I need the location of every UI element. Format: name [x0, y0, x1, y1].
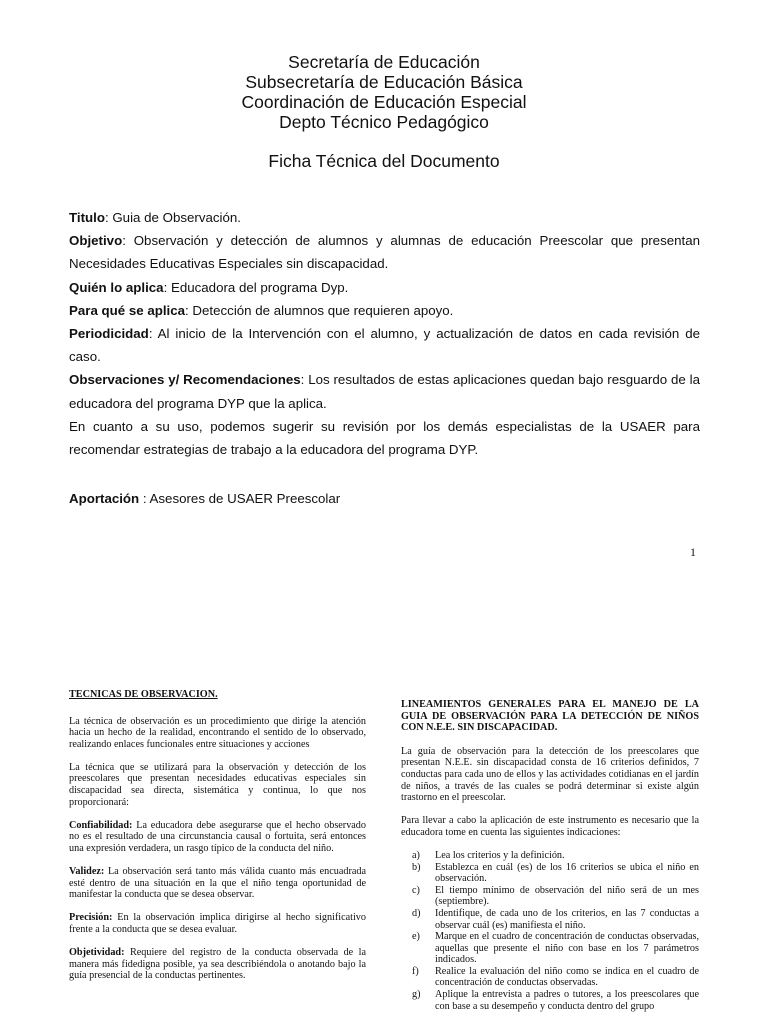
observaciones-value: : Los resultados de estas aplicaciones quedan bajo resguardo de la educadora del programa DYP que la aplica. — [69, 372, 700, 411]
list-item-text: El tiempo mínimo de observación del niño será de un mes (septiembre). — [435, 884, 699, 908]
precision-label: Precisión: — [69, 912, 113, 924]
list-item-letter: b) — [412, 861, 421, 873]
periodicidad-label: Periodicidad — [69, 326, 149, 342]
objetivo-label: Objetivo — [69, 233, 123, 249]
observaciones-label: Observaciones y/ Recomendaciones — [69, 372, 301, 388]
list-item — [412, 908, 699, 931]
observaciones-row — [69, 368, 700, 414]
right-heading: LINEAMIENTOS GENERALES PARA EL MANEJO DE LA GUIA DE OBSERVACIÓN PARA LA DETECCIÓN DE NIÑOS CON N.E.E. SIN DISCAPACIDAD. — [401, 699, 699, 734]
quien-value: : Educadora del programa Dyp. — [163, 279, 349, 295]
list-item-text: Realice la evaluación del niño como se indica en el cuadro de concentración de conductas observadas. — [435, 965, 699, 989]
document-title: Ficha Técnica del Documento — [268, 151, 500, 171]
confiabilidad-text: La educadora debe asegurarse que el hecho observado no es el resultado de una circunstancia causal o fortuita, será entonces una expresión verdadera, un rasgo típico de la conducta del niño. — [69, 819, 366, 854]
list-item — [412, 989, 699, 1012]
periodicidad-row — [69, 322, 700, 368]
confiabilidad-paragraph — [69, 820, 366, 855]
validez-label: Validez: — [69, 866, 105, 878]
paraque-label: Para qué se aplica — [69, 302, 186, 318]
list-item — [412, 931, 699, 966]
list-item-text: Aplique la entrevista a padres o tutores, a los preescolares que con base a su desempeño y conducta dentro del grupo — [435, 989, 699, 1012]
indicaciones-list — [401, 850, 699, 1012]
list-item-text: Establezca en cuál (es) de los 16 criterios se ubica el niño en observación. — [435, 861, 699, 885]
titulo-label: Titulo — [69, 210, 105, 225]
right-paragraph-2: Para llevar a cabo la aplicación de este instrumento es necesario que la educadora tome en cuenta las siguientes indicaciones: — [401, 815, 699, 838]
uso-paragraph: En cuanto a su uso, podemos sugerir su revisión por los demás especialistas de la USAER para recomendar estrategias de trabajo a la educadora del programa DYP. — [69, 418, 700, 458]
objetividad-paragraph — [69, 947, 366, 982]
periodicidad-value: : Al inicio de la Intervención con el alumno, y actualización de datos en cada revisión de caso. — [69, 326, 700, 365]
left-paragraph-1: La técnica de observación es un procedimiento que dirige la atención hacia un hecho de la realidad, encontrando el sentido de lo observado, realizando enlaces funcionales entre situaciones y acciones — [69, 715, 366, 750]
right-column — [401, 699, 699, 1012]
quien-label: Quién lo aplica — [69, 279, 164, 295]
right-paragraph-1: La guía de observación para la detección de los preescolares que presentan N.E.E. sin discapacidad consta de 16 criterios definidos, 7 conductas para cada uno de ellos y las actividades cotidianas en el jardín de niños, a través de las cuales se podrá determinar si existe algún trastorno en el preescolar. — [401, 745, 699, 804]
list-item-letter: e) — [412, 931, 420, 943]
list-item-text: Marque en el cuadro de concentración de conductas observadas, aquellas que presente el niño con base en los 7 parámetros indicados. — [435, 931, 699, 966]
titulo-value: : Guia de Observación. — [104, 210, 241, 225]
list-item-letter: a) — [412, 849, 420, 861]
titulo-row — [69, 206, 700, 229]
aportacion-row — [69, 487, 700, 510]
list-item — [412, 966, 699, 989]
metadata-block — [69, 206, 700, 461]
objetivo-row — [69, 229, 700, 275]
header-line-4: Depto Técnico Pedagógico — [279, 112, 489, 132]
objetividad-text: Requiere del registro de la conducta observada de la manera más fidedigna posible, ya sea describiéndola o anotando bajo la guía presencial de la conductas pertinentes. — [69, 947, 366, 982]
precision-paragraph — [69, 912, 366, 935]
validez-paragraph — [69, 866, 366, 901]
list-item — [412, 850, 699, 862]
confiabilidad-label: Confiabilidad: — [69, 819, 133, 831]
left-paragraph-2: La técnica que se utilizará para la observación y detección de los preescolares que presentan necesidades educativas especiales sin discapacidad sea directa, sistemática y continua, lo que nos proporcionará: — [69, 761, 366, 808]
list-item — [412, 862, 699, 885]
header-line-1: Secretaría de Educación — [288, 52, 480, 72]
objetividad-label: Objetividad: — [69, 947, 125, 958]
list-item-text: Lea los criterios y la definición. — [435, 849, 565, 861]
left-heading: TECNICAS DE OBSERVACION. — [69, 689, 218, 700]
quien-row — [69, 276, 700, 299]
header-line-3: Coordinación de Educación Especial — [241, 92, 527, 112]
paraque-value: : Detección de alumnos que requieren apoyo. — [185, 302, 454, 318]
list-item — [412, 885, 699, 908]
document-header — [0, 52, 768, 132]
header-line-2: Subsecretaría de Educación Básica — [245, 72, 523, 92]
paraque-row — [69, 299, 700, 322]
list-item-letter: d) — [412, 907, 421, 919]
left-column — [69, 689, 366, 993]
objetivo-value: : Observación y detección de alumnos y alumnas de educación Preescolar que presentan Necesidades Educativas Especiales sin discapacidad. — [69, 233, 700, 272]
list-item-text: Identifique, de cada uno de los criterios, en las 7 conductas a observar cuál (es) manifiesta el niño. — [435, 907, 699, 931]
precision-text: En la observación implica dirigirse al hecho significativo frente a la conducta que se desea evaluar. — [69, 912, 366, 935]
aportacion-value: : Asesores de USAER Preescolar — [139, 491, 341, 506]
aportacion-label: Aportación — [69, 491, 140, 506]
validez-text: La observación será tanto más válida cuanto más encuadrada esté dentro de una situación en la que el niño tenga oportunidad de manifestar la conducta que se desea observar. — [69, 866, 366, 901]
list-item-letter: g) — [412, 989, 421, 1001]
page-number: 1 — [690, 545, 696, 559]
list-item-letter: c) — [412, 884, 420, 896]
list-item-letter: f) — [412, 965, 419, 977]
